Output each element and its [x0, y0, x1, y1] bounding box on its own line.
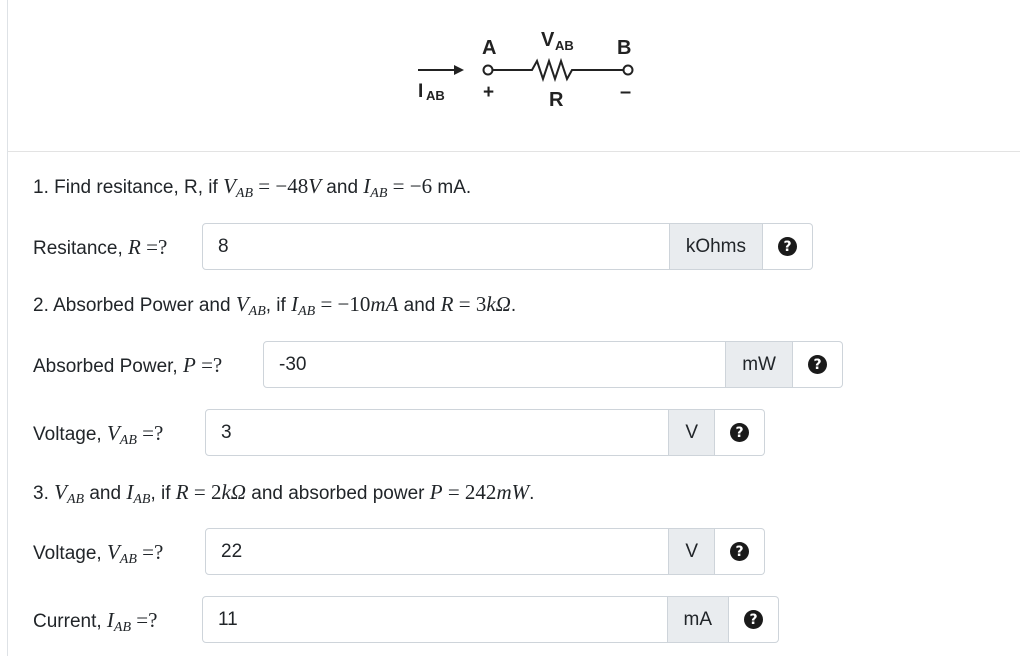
divider — [8, 151, 1020, 152]
node-a-label: A — [482, 37, 497, 59]
resistance-label: Resitance, R =? — [33, 235, 168, 259]
q2-v-var: $V_{AB}$ — [235, 292, 266, 319]
current-input-group-q3 — [202, 596, 779, 643]
voltage-label-q2: Voltage, $V_{AB}$ =? — [33, 421, 164, 448]
current-arrow-head — [454, 65, 464, 75]
node-b-label: B — [617, 37, 632, 59]
resistance-unit: kOhms — [670, 223, 763, 270]
resistor-label: R — [549, 89, 564, 111]
voltage-label-q3: Voltage, $V_{AB}$ =? — [33, 540, 164, 567]
q1-eq2: = −6 — [387, 174, 433, 198]
plus-sign: + — [483, 82, 495, 103]
current-input-q3[interactable] — [202, 596, 668, 643]
voltage-unit-q2: V — [669, 409, 715, 456]
question-icon: ? — [778, 237, 797, 256]
voltage-input-group-q2 — [205, 409, 765, 456]
voltage-sub: AB — [555, 38, 574, 53]
power-label: Absorbed Power, P =? — [33, 353, 223, 377]
q2-i-var: $I_{AB}$ — [291, 292, 316, 319]
node-b-terminal — [624, 66, 633, 75]
resistance-help-button[interactable] — [763, 223, 813, 270]
power-help-button[interactable] — [793, 341, 843, 388]
voltage-input-q3[interactable] — [205, 528, 669, 575]
q1-v-unit: V — [308, 174, 322, 198]
question-icon: ? — [808, 355, 827, 374]
q1-prefix: 1. Find resitance, R, if — [33, 177, 224, 198]
question-1 — [33, 174, 471, 202]
current-sub: AB — [426, 88, 445, 103]
resistor-symbol — [493, 61, 624, 79]
circuit-diagram — [410, 28, 650, 114]
question-3: 3. $V_{AB}$ and $I_{AB}$, if R = 2kΩ and absorbed power P = 242mW. — [33, 480, 535, 507]
q1-and: and — [321, 177, 364, 198]
resistance-input[interactable] — [202, 223, 670, 270]
minus-sign: – — [620, 81, 632, 103]
question-icon: ? — [730, 423, 749, 442]
voltage-help-button-q3[interactable] — [715, 528, 765, 575]
current-help-button-q3[interactable] — [729, 596, 779, 643]
question-icon: ? — [744, 610, 763, 629]
q1-suffix: mA. — [432, 177, 472, 198]
q1-i-var: $I_{AB}$ — [363, 174, 388, 201]
left-border — [7, 0, 8, 656]
voltage-unit-q3: V — [669, 528, 715, 575]
current-label: I — [418, 81, 424, 102]
resistance-input-group — [202, 223, 813, 270]
voltage-input-group-q3 — [205, 528, 765, 575]
node-a-terminal — [484, 66, 493, 75]
power-input-group — [263, 341, 843, 388]
question-2: 2. Absorbed Power and $V_{AB}$, if $I_{AB} = -10mA$ and R = 3kΩ. — [33, 292, 517, 319]
power-unit: mW — [726, 341, 793, 388]
question-icon: ? — [730, 542, 749, 561]
q1-v-var: $V_{AB}$ — [223, 174, 254, 201]
voltage-help-button-q2[interactable] — [715, 409, 765, 456]
current-unit-q3: mA — [668, 596, 730, 643]
current-label-q3: Current, $I_{AB}$ =? — [33, 608, 158, 635]
voltage-input-q2[interactable] — [205, 409, 669, 456]
q1-eq1: = −48 — [253, 174, 309, 198]
power-input[interactable] — [263, 341, 726, 388]
voltage-label: V — [541, 29, 555, 51]
